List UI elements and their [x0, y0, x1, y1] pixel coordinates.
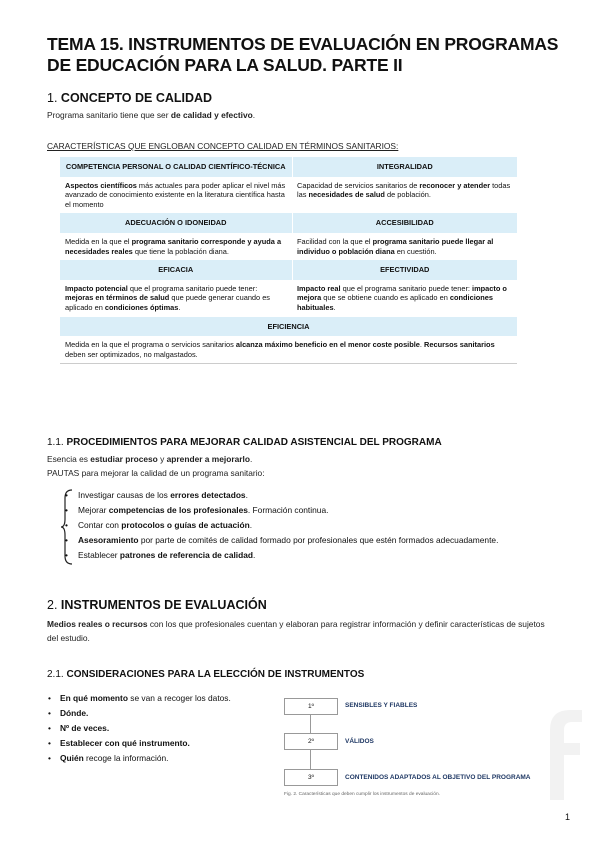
table-caption: CARACTERÍSTICAS QUE ENGLOBAN CONCEPTO CALIDAD EN TÉRMINOS SANITARIOS:	[47, 141, 399, 151]
cell-efectividad: Impacto real que el programa sanitario puede tener: impacto o mejora que se obtiene cuando es aplicado en condiciones habituales.	[292, 280, 517, 317]
section-2-heading: 2. INSTRUMENTOS DE EVALUACIÓN	[47, 598, 267, 612]
list-item: • Establecer con qué instrumento.	[60, 736, 231, 751]
table-header-row	[60, 213, 517, 233]
cell-accesibilidad: Facilidad con la que el programa sanitario puede llegar al individuo o población diana en cuestión.	[292, 233, 517, 260]
diagram-label-3: CONTENIDOS ADAPTADOS AL OBJETIVO DEL PROGRAMA	[345, 774, 531, 781]
cell-competencia: Aspectos científicos más actuales para poder aplicar el nivel más avanzado de conocimiento existente en la literatura científica hasta el momento	[60, 177, 292, 214]
diagram-step-1: 1º	[284, 698, 338, 715]
header-eficiencia: EFICIENCIA	[60, 317, 517, 337]
header-eficacia: EFICACIA	[60, 260, 292, 280]
list-item: • Quién recoge la información.	[60, 751, 231, 766]
table-row	[60, 280, 517, 317]
section-1-1-line1: Esencia es estudiar proceso y aprender a mejorarlo.	[47, 454, 253, 464]
header-integralidad: INTEGRALIDAD	[292, 157, 517, 177]
list-item: • Asesoramiento por parte de comités de calidad formado por profesionales que estén formados adecuadamente.	[78, 533, 498, 548]
list-item: • Mejorar competencias de los profesionales. Formación continua.	[78, 503, 498, 518]
diagram-connector	[310, 715, 311, 735]
table-row	[60, 336, 517, 364]
page-number: 1	[564, 812, 570, 822]
table-row	[60, 177, 517, 214]
diagram-connector	[310, 750, 311, 770]
header-accesibilidad: ACCESIBILIDAD	[292, 213, 517, 233]
header-efectividad: EFECTIVIDAD	[292, 260, 517, 280]
section-1-heading: 1. CONCEPTO DE CALIDAD	[47, 91, 213, 105]
document-title: TEMA 15. INSTRUMENTOS DE EVALUACIÓN EN PROGRAMAS DE EDUCACIÓN PARA LA SALUD. PARTE II	[47, 34, 559, 75]
list-item: • En qué momento se van a recoger los datos.	[60, 691, 231, 706]
section-2-1-heading: 2.1. CONSIDERACIONES PARA LA ELECCIÓN DE INSTRUMENTOS	[47, 669, 365, 680]
section-2-paragraph: Medios reales o recursos con los que profesionales cuentan y elaboran para registrar información y definir características de sujetos del estudio.	[47, 619, 545, 643]
pautas-list	[78, 488, 498, 563]
list-item: • Contar con protocolos o guías de actuación.	[78, 518, 498, 533]
section-1-1-heading: 1.1. PROCEDIMIENTOS PARA MEJORAR CALIDAD ASISTENCIAL DEL PROGRAMA	[47, 437, 442, 448]
list-item: • Nº de veces.	[60, 721, 231, 736]
header-competencia: COMPETENCIA PERSONAL O CALIDAD CIENTÍFICO-TÉCNICA	[60, 157, 292, 177]
header-adecuacion: ADECUACIÓN O IDONEIDAD	[60, 213, 292, 233]
diagram-step-3: 3º	[284, 769, 338, 786]
quality-table	[60, 157, 517, 364]
diagram-step-2: 2º	[284, 733, 338, 750]
diagram-label-1: SENSIBLES Y FIABLES	[345, 702, 418, 709]
list-item: • Establecer patrones de referencia de calidad.	[78, 548, 498, 563]
table-header-row	[60, 157, 517, 177]
diagram-label-2: VÁLIDOS	[345, 738, 374, 745]
table-header-row	[60, 317, 517, 337]
table-header-row	[60, 260, 517, 280]
section-1-intro: Programa sanitario tiene que ser de calidad y efectivo.	[47, 110, 256, 120]
cell-eficacia: Impacto potencial que el programa sanitario puede tener: mejoras en términos de salud que puede generar cuando es aplicado en condiciones óptimas.	[60, 280, 292, 317]
watermark-icon	[530, 700, 600, 810]
considerations-list	[60, 691, 231, 766]
cell-adecuacion: Medida en la que el programa sanitario corresponde y ayuda a necesidades reales que tiene la población diana.	[60, 233, 292, 260]
list-item: • Investigar causas de los errores detectados.	[78, 488, 498, 503]
figure-caption: Fig. 2. Características que deben cumplir los instrumentos de evaluación.	[284, 792, 440, 797]
cell-integralidad: Capacidad de servicios sanitarios de reconocer y atender todas las necesidades de salud de población.	[292, 177, 517, 214]
table-row	[60, 233, 517, 260]
cell-eficiencia: Medida en la que el programa o servicios sanitarios alcanza máximo beneficio en el menor coste posible. Recursos sanitarios deben ser optimizados, no malgastados.	[60, 336, 517, 364]
section-1-1-line2: PAUTAS para mejorar la calidad de un programa sanitario:	[47, 468, 265, 478]
list-item: • Dónde.	[60, 706, 231, 721]
